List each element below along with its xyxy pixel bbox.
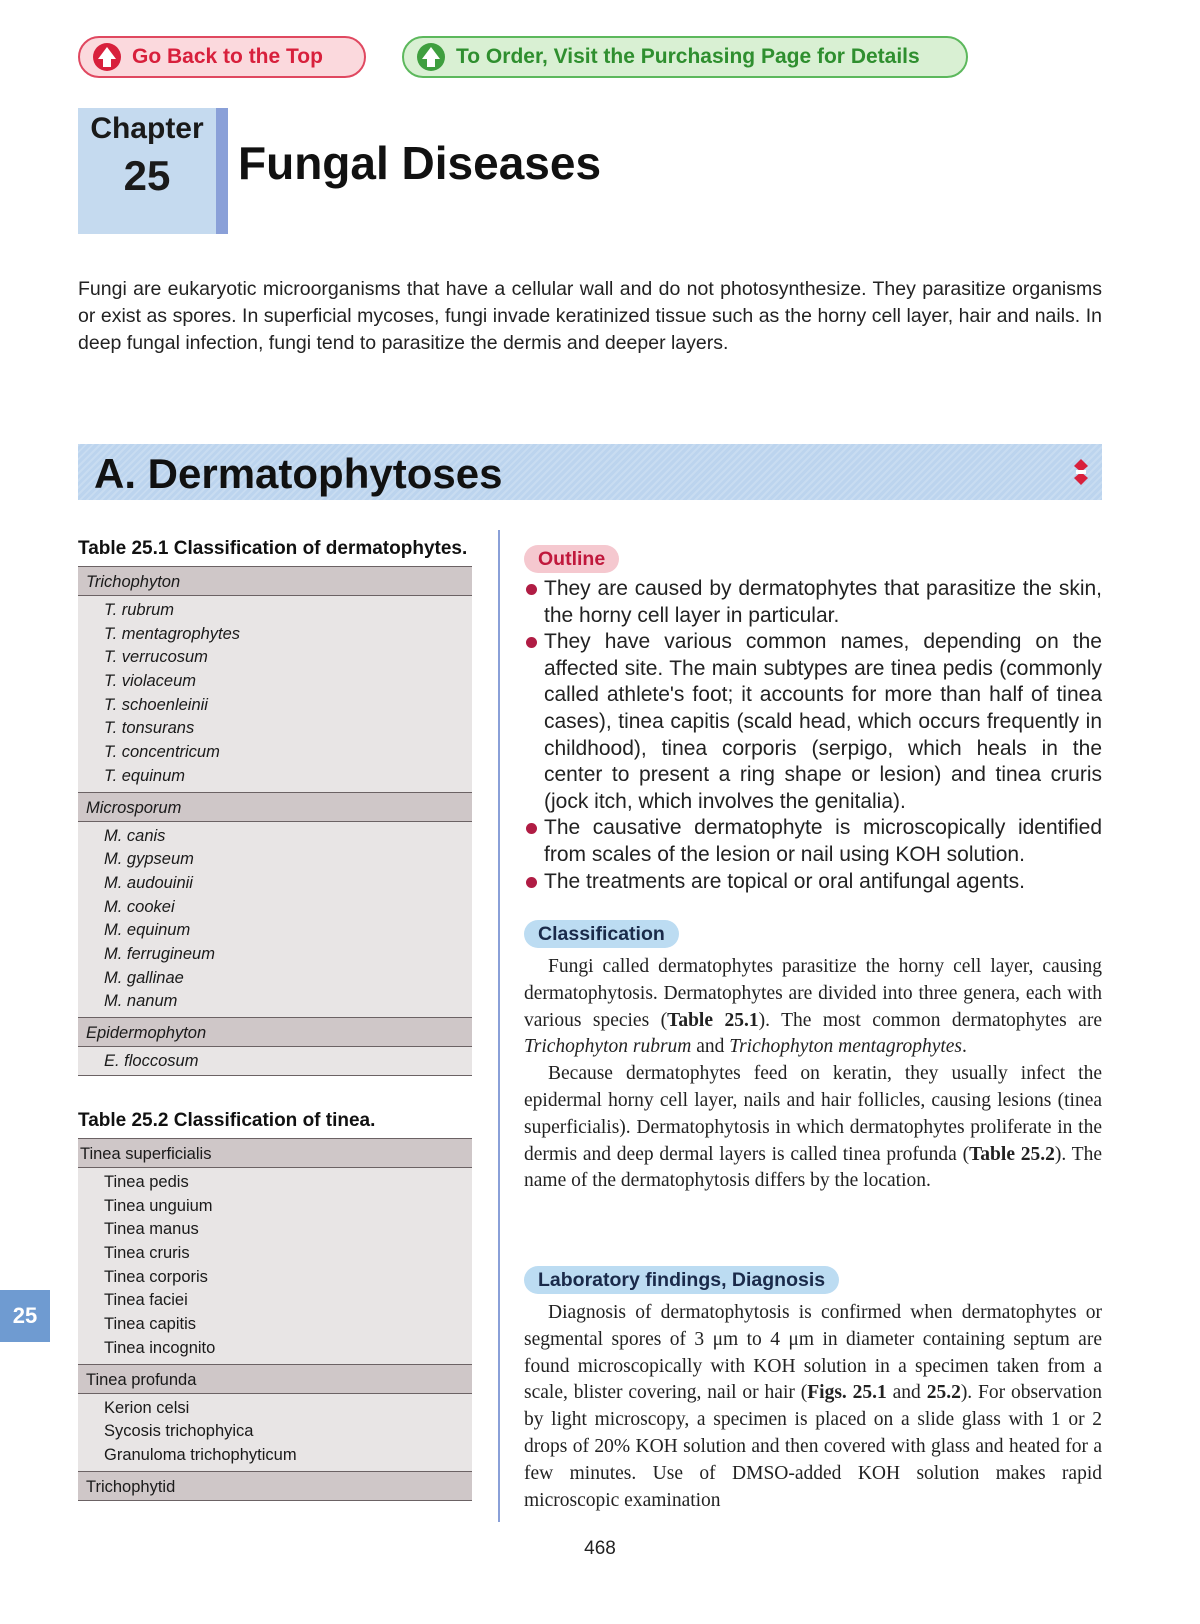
table1-group-header: Trichophyton: [78, 566, 472, 596]
outline-bullet-text: The causative dermatophyte is microscopically identified from scales of the lesion or nail using KOH solution.: [544, 816, 1102, 866]
bullet-dot-icon: [526, 877, 537, 888]
table1-row: T. violaceum: [104, 672, 197, 691]
section-title: A. Dermatophytoses: [94, 450, 503, 497]
table1-caption: Table 25.1 Classification of dermatophytes.: [78, 538, 468, 559]
table2-row: Granuloma trichophyticum: [104, 1445, 297, 1464]
table1-row: T. equinum: [104, 766, 186, 785]
table2-row: Tinea corporis: [104, 1267, 208, 1286]
go-back-top-label: Go Back to the Top: [132, 45, 323, 68]
table1-row: M. audouinii: [104, 873, 193, 892]
figure-ref: Figs. 25.1: [807, 1382, 887, 1404]
table1-row: T. tonsurans: [104, 719, 195, 738]
table2-row: Tinea capitis: [104, 1315, 197, 1334]
order-button[interactable]: [402, 36, 968, 78]
table1-row: T. verrucosum: [104, 648, 208, 667]
intro-paragraph: Fungi are eukaryotic microorganisms that have a cellular wall and do not photosynthesize. They parasitize organisms or exist as spores. In superficial mycoses, fungi invade keratinized tissue such as the horny cell layer, hair and nails. In deep fungal infection, fungi tend to parasitize the dermis and deeper layers.: [78, 278, 1102, 354]
table2: [78, 1138, 472, 1501]
table1-row: E. floccosum: [78, 1050, 472, 1076]
page-number: 468: [584, 1538, 616, 1559]
column-divider: [498, 530, 500, 1522]
table-ref: Table 25.2: [969, 1143, 1055, 1165]
table2-row: Tinea manus: [104, 1220, 199, 1239]
table1-row: M. gypseum: [104, 850, 194, 869]
up-arrow-icon: [416, 42, 446, 72]
lab-text: [524, 1300, 1102, 1514]
table1-row: M. nanum: [104, 992, 178, 1011]
table2-row: Sycosis trichophyica: [104, 1422, 254, 1441]
table1: [78, 566, 472, 1076]
section-marker-icon: [1072, 458, 1090, 486]
order-label: To Order, Visit the Purchasing Page for Details: [456, 45, 920, 68]
figure-ref: 25.2: [926, 1382, 961, 1404]
table1-row: M. ferrugineum: [104, 944, 215, 963]
table2-row: Tinea faciei: [104, 1291, 188, 1310]
chapter-accent-bar: [216, 108, 228, 234]
outline-bullet: [524, 576, 1102, 629]
table1-row: M. equinum: [104, 921, 191, 940]
chapter-number: 25: [123, 152, 171, 199]
table2-caption: Table 25.2 Classification of tinea.: [78, 1110, 376, 1131]
outline-label: Outline: [524, 545, 619, 573]
classification-text: [524, 954, 1102, 1195]
chapter-word: Chapter: [90, 112, 204, 145]
bullet-dot-icon: [526, 637, 537, 648]
table2-group-header: Tinea superficialis: [78, 1138, 472, 1168]
table1-row: T. concentricum: [104, 743, 220, 762]
lab-label: Laboratory findings, Diagnosis: [524, 1266, 839, 1294]
table2-row: Tinea cruris: [104, 1244, 190, 1263]
table2-row: Tinea unguium: [104, 1196, 213, 1215]
outline-bullet: [524, 815, 1102, 868]
outline-bullet: [524, 869, 1102, 896]
species-name: Trichophyton rubrum: [524, 1036, 692, 1058]
table2-group-header: Trichophytid: [78, 1471, 472, 1501]
bullet-dot-icon: [526, 823, 537, 834]
classification-label: Classification: [524, 920, 679, 948]
go-back-top-button[interactable]: [78, 36, 366, 78]
classification-paragraph-1: Fungi called dermatophytes parasitize the horny cell layer, causing dermatophytosis. Dermatophytes are divided into three genera, each with various species (Table 25.1). The most common dermatophytes are Trichophyton rubrum and Trichophyton mentagrophytes.: [524, 956, 1102, 1058]
table1-group-header: Microsporum: [78, 792, 472, 822]
chapter-side-tab: 25: [0, 1290, 50, 1342]
section-heading-bar: [78, 444, 1102, 500]
outline-bullets: [524, 576, 1102, 895]
up-arrow-icon: [92, 42, 122, 72]
chapter-box: [78, 108, 216, 234]
table1-row: M. gallinae: [104, 968, 184, 987]
table1-row: M. canis: [104, 826, 166, 845]
table1-row: M. cookei: [104, 897, 175, 916]
species-name: Trichophyton mentagrophytes: [729, 1036, 963, 1058]
chapter-title: Fungal Diseases: [238, 137, 602, 189]
table1-row: T. schoenleinii: [104, 695, 208, 714]
bullet-dot-icon: [526, 584, 537, 595]
table2-row: Tinea pedis: [104, 1173, 189, 1191]
table-ref: Table 25.1: [667, 1009, 759, 1031]
outline-bullet-text: They have various common names, depending on the affected site. The main subtypes are tinea pedis (commonly called athlete's foot; it accounts for more than half of tinea cases), tinea capitis (scald head, which occurs frequently in childhood), tinea corporis (serpigo, which heals in the center to present a ring shape or lesion) and tinea cruris (jock itch, which involves the genitalia).: [544, 630, 1102, 813]
table1-row: T. mentagrophytes: [104, 624, 241, 643]
outline-bullet: [524, 629, 1102, 815]
classification-paragraph-2: Because dermatophytes feed on keratin, they usually infect the epidermal horny cell layer, nails and hair follicles, causing lesions (tinea superficialis). Dermatophytosis in which dermatophytes proliferate in the dermis and deep dermal layers is called tinea profunda (Table 25.2). The name of the dermatophytosis differs by the location.: [524, 1063, 1103, 1192]
table2-group-header: Tinea profunda: [78, 1364, 472, 1394]
outline-bullet-text: They are caused by dermatophytes that parasitize the skin, the horny cell layer in particular.: [544, 577, 1102, 627]
table1-group-header: Epidermophyton: [78, 1017, 472, 1047]
table2-row: Tinea incognito: [104, 1338, 216, 1357]
table2-row: Kerion celsi: [104, 1398, 190, 1417]
table1-row: T. rubrum: [104, 601, 174, 619]
lab-paragraph: Diagnosis of dermatophytosis is confirmed when dermatophytes or segmental spores of 3 μm to 4 μm in diameter containing septum are found microscopically with KOH solution in a specimen taken from a scale, blister covering, nail or hair (Figs. 25.1 and 25.2). For observation by light microscopy, a specimen is placed on a slide glass with 1 or 2 drops of 20% KOH solution and then covered with glass and heated for a few minutes. Use of DMSO-added KOH solution makes rapid microscopic examination: [524, 1302, 1102, 1511]
outline-bullet-text: The treatments are topical or oral antifungal agents.: [544, 869, 1025, 893]
